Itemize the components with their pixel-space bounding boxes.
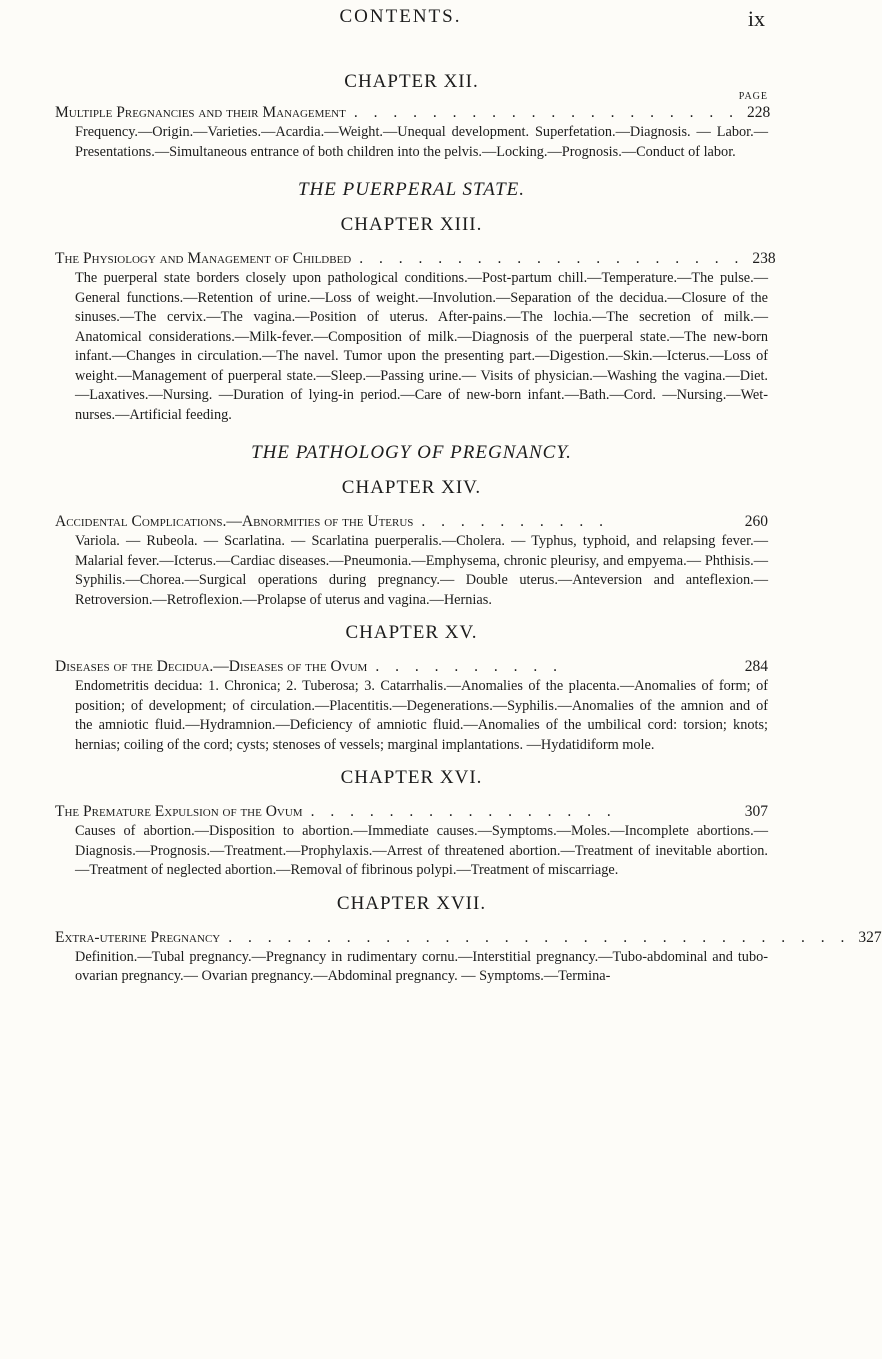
chapter-summary: Variola. — Rubeola. — Scarlatina. — Scarlatina puerperalis.—Cholera. — Typhus, typhoid, and relapsing fever.—Malarial fever.—Icterus.—Cardiac diseases.—Pneumonia.—Emphysema, chronic pleurisy, and empyema.— Phthisis.—Syphilis.—Chorea.—Surgical operations during pregnancy.— Double uterus.—Anteversion and anteflexion.—Retroversion.—Retroflexion.—Prolapse of uterus and vagina.—Hernias. — [75, 533, 768, 608]
chapter-page: 307 — [744, 803, 768, 820]
chapter-page: 260 — [744, 513, 768, 530]
chapter-page: 238 — [752, 250, 776, 267]
chapter-summary: Definition.—Tubal pregnancy.—Pregnancy in rudimentary cornu.—Interstitial pregnancy.—Tubo-abdominal and tubo-ovarian pregnancy.— Ovarian pregnancy.—Abdominal pregnancy. — Symptoms.—Termina- — [75, 948, 768, 984]
chapter-title-row — [55, 248, 776, 269]
chapter-title: Accidental Complications.—Abnormities of the Uterus — [55, 513, 414, 530]
chapter-summary: Endometritis decidua: 1. Chronica; 2. Tuberosa; 3. Catarrhalis.—Anomalies of the placenta.—Anomalies of form; of position; of development; of circulation.—Placentitis.—Degenerations.—Syphilis.—Anomalies of the amnion and of the amniotic fluid.—Hydramnion.—Deficiency of amniotic fluid.—Anomalies of the umbilical cord: torsion; knots; hernias; coiling of the cord; cysts; stenoses of vessels; marginal implantations. —Hydatidiform mole. — [75, 678, 768, 753]
chapter-title-row — [55, 801, 768, 822]
chapter-title: Diseases of the Decidua.—Diseases of the Ovum — [55, 658, 368, 675]
leader-dots: . . . . . . . . . . — [375, 658, 563, 675]
chapter-title-row — [55, 102, 771, 123]
chapter-heading: CHAPTER XVI. — [340, 767, 483, 788]
chapter-heading: CHAPTER XIII. — [340, 214, 483, 235]
leader-dots: . . . . . . . . . . . . . . . . . . . . — [359, 250, 745, 267]
leader-dots: . . . . . . . . . . . . . . . . . . . . . . . . . . . . . . . . — [228, 928, 851, 946]
chapter-page: 284 — [744, 658, 768, 675]
chapter-heading: CHAPTER XII. — [344, 71, 479, 92]
contents-body — [55, 70, 882, 987]
running-head: CONTENTS. — [339, 6, 462, 27]
chapter-title-row — [55, 656, 768, 677]
part-heading: THE PUERPERAL STATE. — [297, 179, 526, 200]
chapter-title: Multiple Pregnancies and their Management — [55, 104, 346, 121]
chapter-heading: CHAPTER XVII. — [336, 892, 487, 914]
page-column-label: PAGE — [738, 91, 768, 102]
chapter-heading: CHAPTER XV. — [345, 622, 478, 643]
chapter-summary: The puerperal state borders closely upon pathological conditions.—Post-partum chill.—Temperature.—The pulse.—General functions.—Retention of urine.—Loss of weight.—Involution.—Separation of the decidua.—Closure of the sinuses.—The cervix.—The vagina.—Position of uterus. After-pains.—The lochia.—The secretion of milk.—Anatomical considerations.—Milk-fever.—Composition of milk.—Diagnosis of the puerperal state.—The new-born infant.—Changes in circulation.—The navel. Tumor upon the presenting part.—Digestion.—Skin.—Icterus.—Loss of weight.—Management of puerperal state.—Sleep.—Passing urine.— Visits of physician.—Washing the vagina.—Diet.—Laxatives.—Nursing. —Duration of lying-in period.—Care of new-born infant.—Bath.—Cord. —Nursing.—Wet-nurses.—Artificial feeding. — [75, 270, 768, 423]
page-number: ix — [747, 6, 765, 31]
chapter-title: The Premature Expulsion of the Ovum — [55, 803, 303, 820]
leader-dots: . . . . . . . . . . . . . . . . — [310, 803, 617, 820]
leader-dots: . . . . . . . . . . — [421, 513, 610, 530]
chapter-title: The Physiology and Management of Childbed — [55, 250, 352, 267]
part-heading: THE PATHOLOGY OF PREGNANCY. — [251, 442, 572, 463]
chapter-title: Extra-uterine Pregnancy — [55, 928, 221, 946]
chapter-summary: Causes of abortion.—Disposition to abortion.—Immediate causes.—Symptoms.—Moles.—Incomplete abortions.—Diagnosis.—Prognosis.—Treatment.—Prophylaxis.—Arrest of threatened abortion.—Treatment of inevitable abortion.—Treatment of neglected abortion.—Removal of fibrinous polypi.—Treatment of miscarriage. — [75, 823, 768, 878]
chapter-title-row — [55, 511, 768, 532]
chapter-page: 327 — [858, 928, 882, 946]
chapter-summary: Frequency.—Origin.—Varieties.—Acardia.—Weight.—Unequal development. Superfetation.—Diagnosis. — Labor.—Presentations.—Simultaneous entrance of both children into the pelvis.—Locking.—Prognosis.—Conduct of labor. — [75, 124, 768, 160]
chapter-heading: CHAPTER XIV. — [341, 477, 482, 498]
chapter-page: 228 — [746, 104, 771, 121]
chapter-title-row — [55, 927, 882, 948]
leader-dots: . . . . . . . . . . . . . . . . . . . . — [353, 104, 739, 121]
